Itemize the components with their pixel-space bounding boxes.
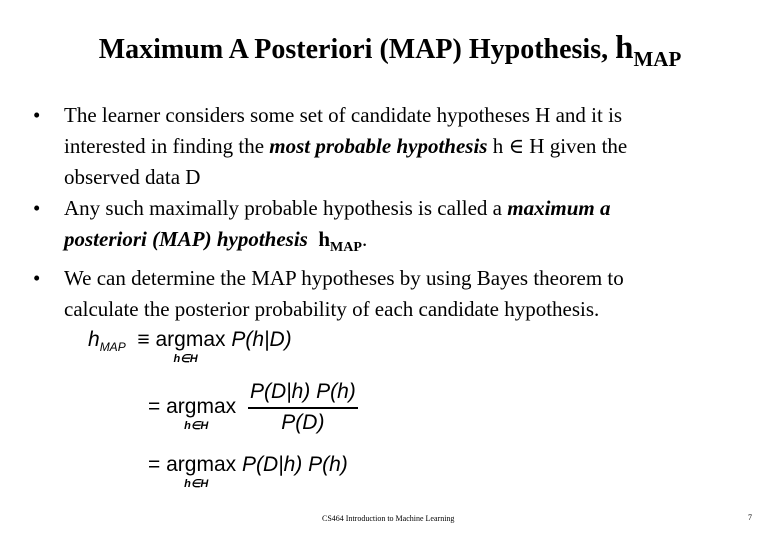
page-number: 7 — [748, 513, 752, 522]
fraction-denominator: P(D) — [281, 411, 325, 434]
bullet-dot: • — [33, 103, 41, 127]
bullet-2-subscript: MAP — [330, 240, 362, 255]
bullet-dot: • — [33, 266, 41, 290]
argmax-subscript: h∈H — [173, 353, 198, 365]
slide-footer: CS464 Introduction to Machine Learning — [322, 514, 455, 523]
bullet-1 — [33, 100, 773, 193]
bullet-3-line-1: We can determine the MAP hypotheses by using Bayes theorem to — [64, 266, 624, 290]
title-h: h — [615, 30, 634, 66]
argmax-1 — [155, 328, 226, 365]
bullet-1-line-3: observed data D — [64, 165, 201, 189]
slide-title — [0, 30, 780, 72]
eq-equiv: ≡ — [137, 328, 150, 351]
bullet-1-emphasis: most probable hypothesis — [269, 134, 488, 158]
argmax-3 — [166, 453, 237, 490]
equation-row-1 — [88, 328, 292, 365]
equation-row-2 — [148, 380, 358, 435]
eq-h: h — [88, 328, 100, 351]
bullet-dot: • — [33, 196, 41, 220]
fraction-numerator: P(D|h) P(h) — [249, 380, 356, 403]
title-subscript: MAP — [633, 47, 682, 71]
fraction — [248, 380, 358, 435]
eq-equals: = — [148, 453, 161, 476]
eq-rhs-1: P(h|D) — [231, 328, 292, 351]
bullet-2-emphasis-1: maximum a — [507, 196, 611, 220]
eq-rhs-3: P(D|h) P(h) — [241, 453, 348, 476]
bullet-list — [33, 100, 773, 325]
eq-h-subscript: MAP — [99, 340, 126, 354]
bullet-2-h: h — [318, 227, 331, 251]
bullet-2-emphasis-2: posteriori (MAP) hypothesis — [64, 227, 308, 251]
bullet-1-line-2: interested in finding the — [64, 134, 270, 158]
argmax-text: argmax — [166, 395, 237, 419]
bullet-3 — [33, 263, 773, 325]
argmax-text: argmax — [155, 328, 226, 351]
bullet-3-line-2: calculate the posterior probability of each candidate hypothesis. — [64, 297, 600, 321]
equation-row-3 — [148, 453, 348, 490]
bullet-1-line-2-end: h ∈ H given the — [487, 134, 628, 158]
bullet-1-line-1: The learner considers some set of candidate hypotheses H and it is — [64, 103, 623, 127]
argmax-2 — [166, 395, 237, 433]
argmax-subscript: h∈H — [184, 478, 209, 490]
title-text: Maximum A Posteriori (MAP) Hypothesis, — [98, 34, 616, 65]
bullet-2-period: . — [361, 227, 368, 251]
argmax-subscript: h∈H — [184, 420, 209, 433]
eq-equals: = — [148, 395, 161, 419]
bullet-2 — [33, 193, 773, 263]
argmax-text: argmax — [166, 453, 237, 476]
bullet-2-text: Any such maximally probable hypothesis is called a — [64, 196, 508, 220]
